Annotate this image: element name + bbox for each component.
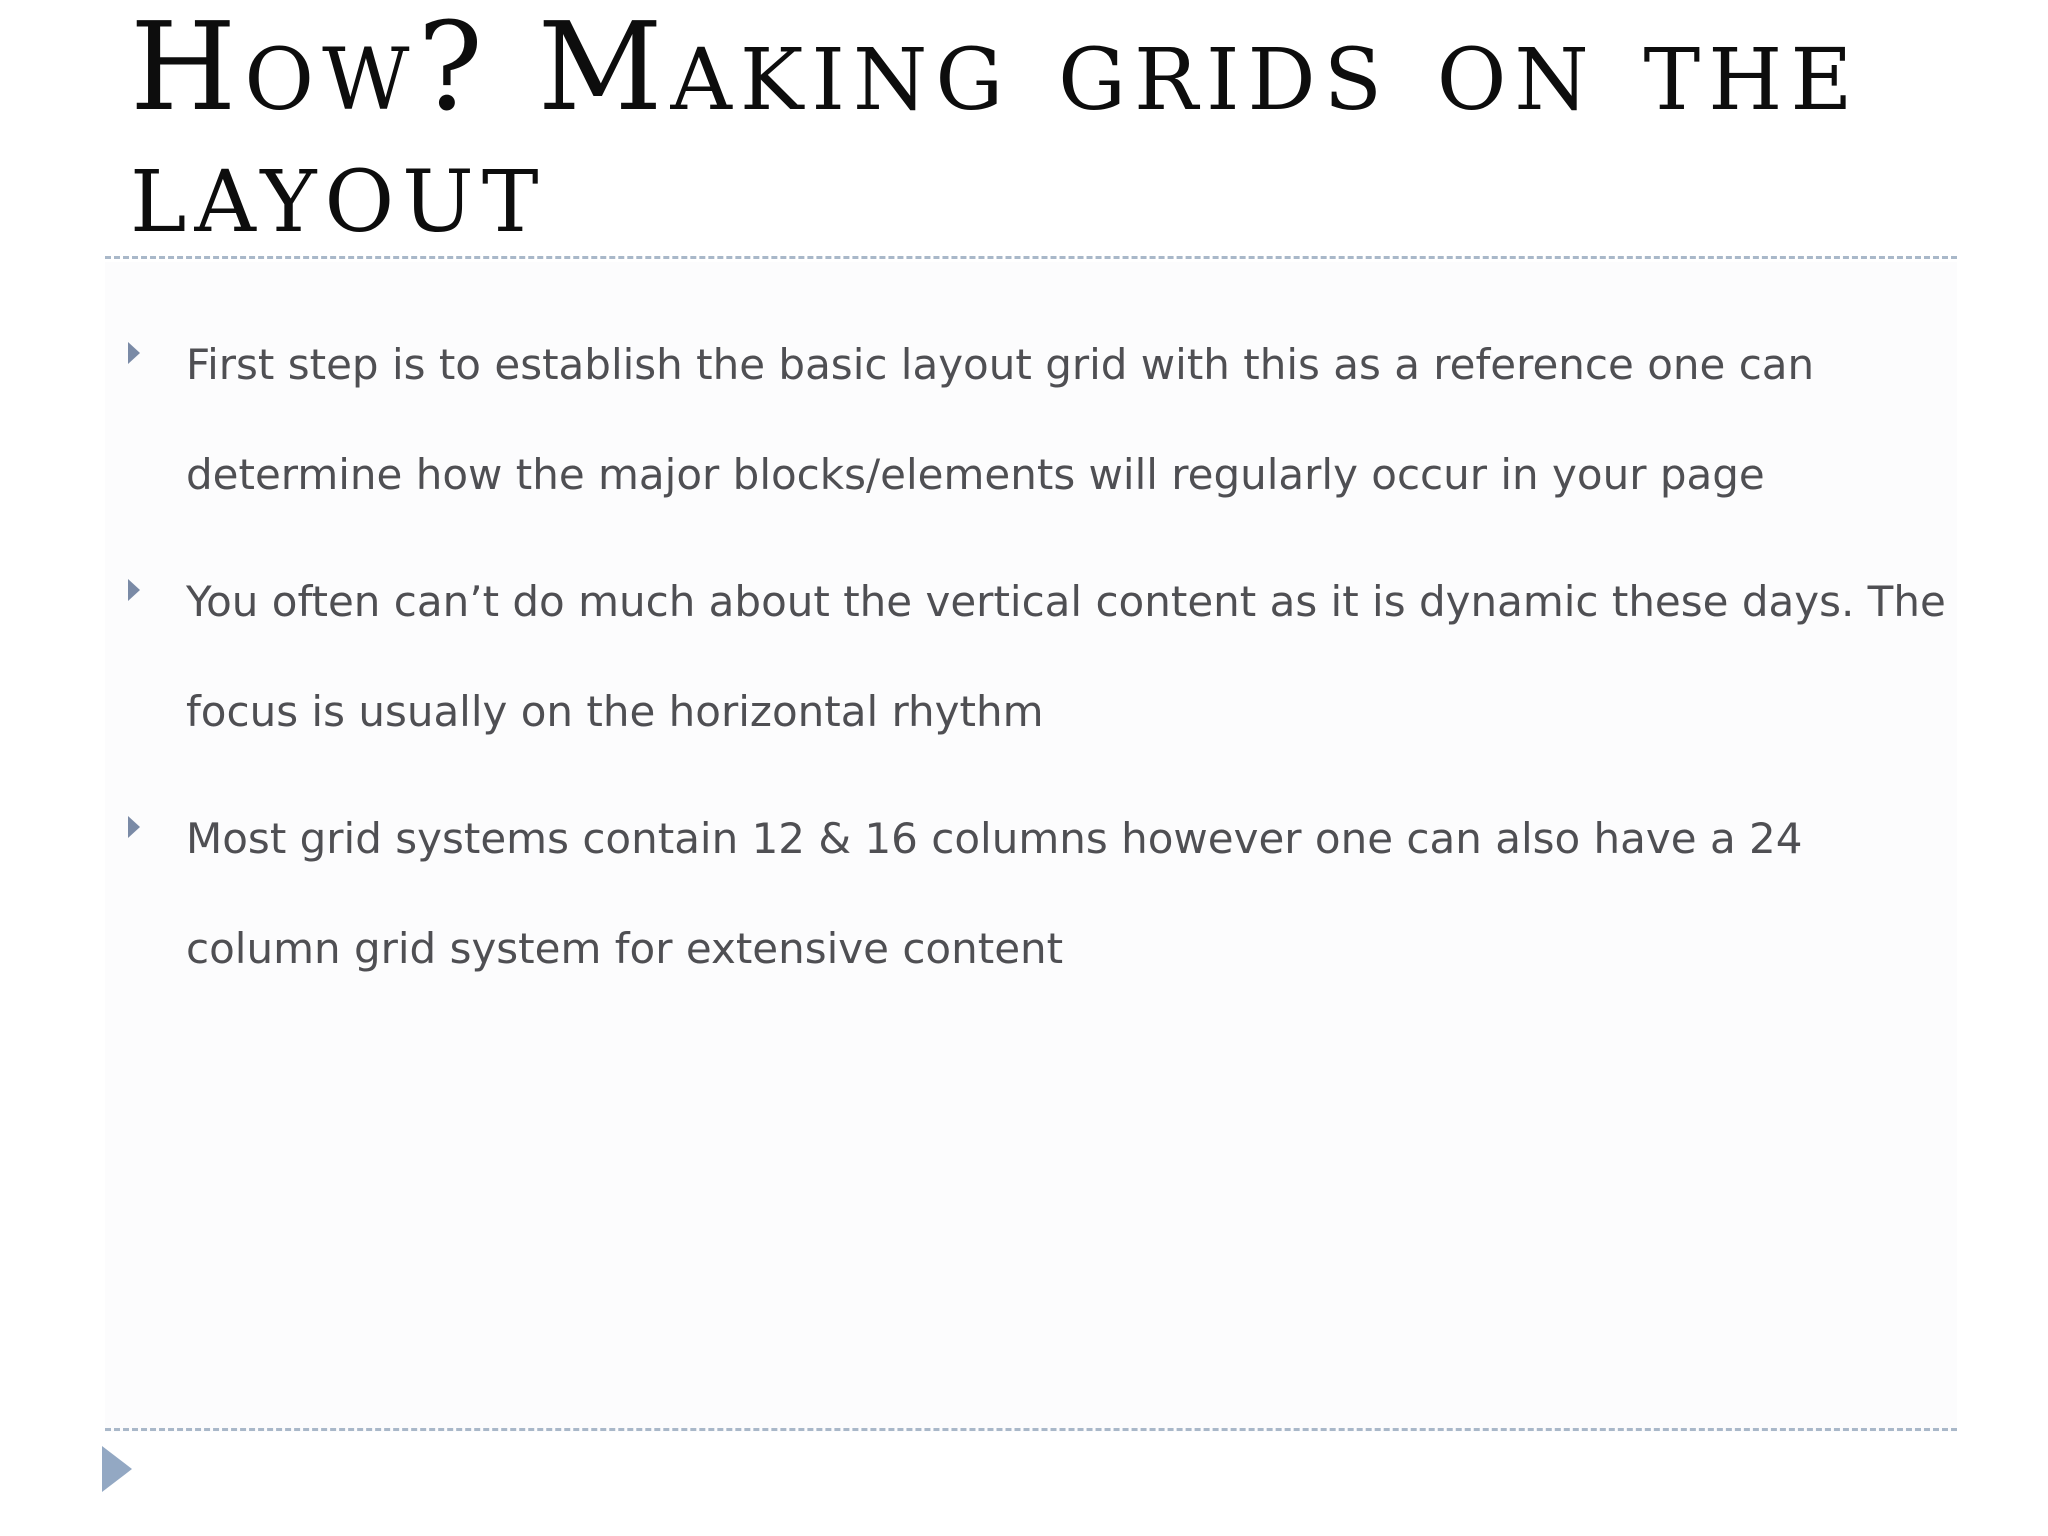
- list-item: [120, 547, 1950, 767]
- bottom-divider: [105, 1428, 1957, 1431]
- bullet-text: Most grid systems contain 12 & 16 columns however one can also have a 24 column grid system for extensive content: [186, 814, 1803, 973]
- next-slide-arrow-icon[interactable]: [102, 1446, 132, 1492]
- slide-title: How? Making grids on the layout: [130, 0, 1861, 260]
- top-divider: [105, 256, 1957, 259]
- bullet-list: [120, 310, 1950, 1021]
- list-item: [120, 784, 1950, 1004]
- bullet-text: You often can’t do much about the vertical content as it is dynamic these days. The focus is usually on the horizontal rhythm: [186, 577, 1946, 736]
- list-item: [120, 310, 1950, 530]
- bullet-text: First step is to establish the basic layout grid with this as a reference one can determine how the major blocks/elements will regularly occur in your page: [186, 340, 1815, 499]
- triangle-bullet-icon: [128, 816, 140, 838]
- triangle-bullet-icon: [128, 342, 140, 364]
- triangle-bullet-icon: [128, 579, 140, 601]
